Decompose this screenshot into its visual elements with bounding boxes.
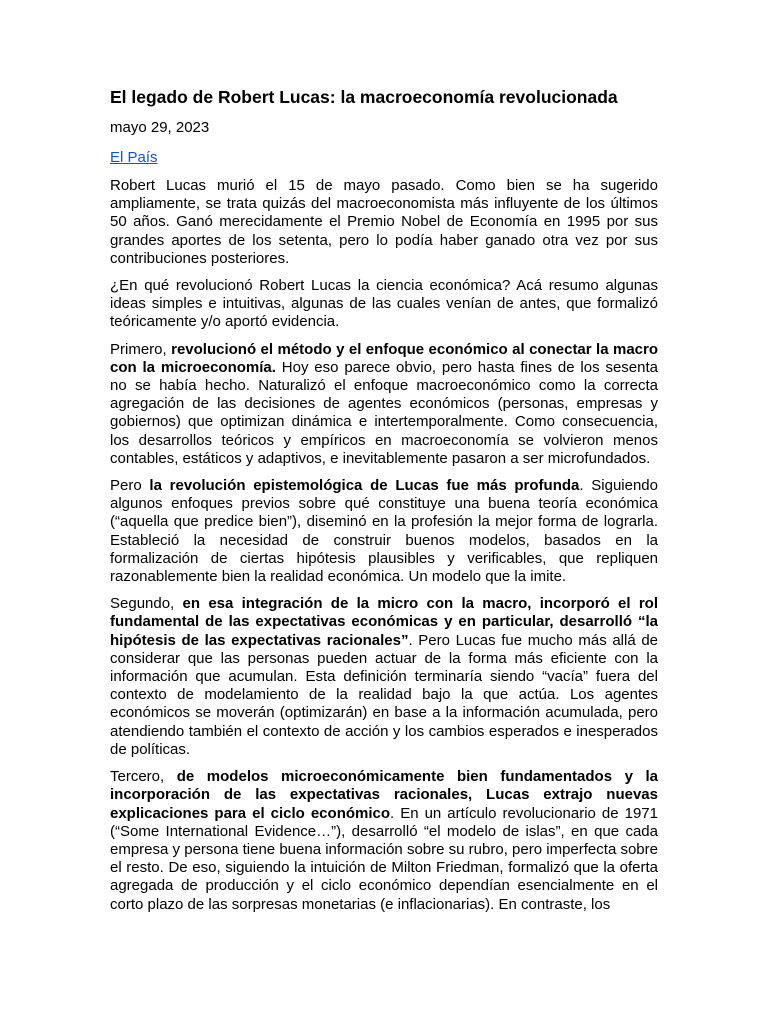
paragraph-4 [110,477,658,586]
paragraph-6 [110,768,658,914]
article-source [110,148,658,168]
paragraph-2 [110,277,658,332]
paragraph-bold-text: en esa integración de la micro con la macro, incorporó el rol fundamental de las expectativas económicas y en particular, desarrolló “la hipótesis de las expectativas racionales” [110,595,658,649]
paragraph-text: Hoy eso parece obvio, pero hasta fines de los sesenta no se había hecho. Naturalizó el enfoque macroeconómico como la correcta agregación de las decisiones de agentes económicos (personas, empresas y gobiernos) que optimizan dinámica e intertemporalmente. Como consecuencia, los desarrollos teóricos y empíricos en macroeconomía se volvieron menos contables, estáticos y adaptivos, e inevitablemente pasaron a ser microfundados. [110,358,658,467]
paragraph-text: Pero [110,477,150,495]
paragraph-text: . Siguiendo algunos enfoques previos sobre qué constituye una buena teoría económica (“aquella que predice bien”), diseminó en la profesión la mejor forma de lograrla. Estableció la necesidad de construir buenos modelos, basados en la formalización de ciertas hipótesis plausibles y verificables, que repliquen razonablemente bien la realidad económica. Un modelo que la imite. [110,477,658,586]
paragraph-text: Primero, [110,340,172,358]
paragraph-1 [110,177,658,268]
article-title: El legado de Robert Lucas: la macroeconomía revolucionada [110,87,618,107]
paragraph-text: . En un artículo revolucionario de 1971 (“Some International Evidence…”), desarrolló “el modelo de islas”, en que cada empresa y persona tiene buena información sobre su rubro, pero imperfecta sobre el resto. De eso, siguiendo la intuición de Milton Friedman, formalizó que la oferta agregada de producción y el ciclo económico dependían esencialmente en el corto plazo de las sorpresas monetarias (e inflacionarias). En contraste, los [110,804,658,913]
source-link[interactable]: El País [110,149,158,166]
paragraph-3 [110,341,658,468]
paragraph-5 [110,595,658,759]
paragraph-text: Robert Lucas murió el 15 de mayo pasado. Como bien se ha sugerido ampliamente, se trata quizás del macroeconomista más influyente de los últimos 50 años. Ganó merecidamente el Premio Nobel de Economía en 1995 por sus grandes aportes de los setenta, pero lo podía haber ganado otra vez por sus contribuciones posteriores. [110,177,658,267]
paragraph-bold-text: revolucionó el método y el enfoque económico al conectar la macro con la microeconomía. [110,340,659,376]
article-date: mayo 29, 2023 [110,119,210,136]
paragraph-bold-text: la revolución epistemológica de Lucas fue más profunda [149,477,580,495]
paragraph-text: Segundo, [110,595,183,613]
paragraph-bold-text: de modelos microeconómicamente bien fundamentados y la incorporación de las expectativas racionales, Lucas extrajo nuevas explicaciones para el ciclo económico [110,768,659,822]
paragraph-text: Tercero, [110,768,177,786]
paragraph-text: ¿En qué revolucionó Robert Lucas la ciencia económica? Acá resumo algunas ideas simples e intuitivas, algunas de las cuales venían de antes, que formalizó teóricamente y/o aportó evidencia. [110,277,658,331]
paragraph-text: . Pero Lucas fue mucho más allá de considerar que las personas pueden actuar de la forma más eficiente con la información que acumulan. Esta definición terminaría siendo “vacía” fuera del contexto de modelamiento de la realidad bajo la que actúa. Los agentes económicos se moverán (optimizarán) en base a la información acumulada, pero atendiendo también el contexto de acción y los cambios esperados e inesperados de políticas. [110,631,659,758]
